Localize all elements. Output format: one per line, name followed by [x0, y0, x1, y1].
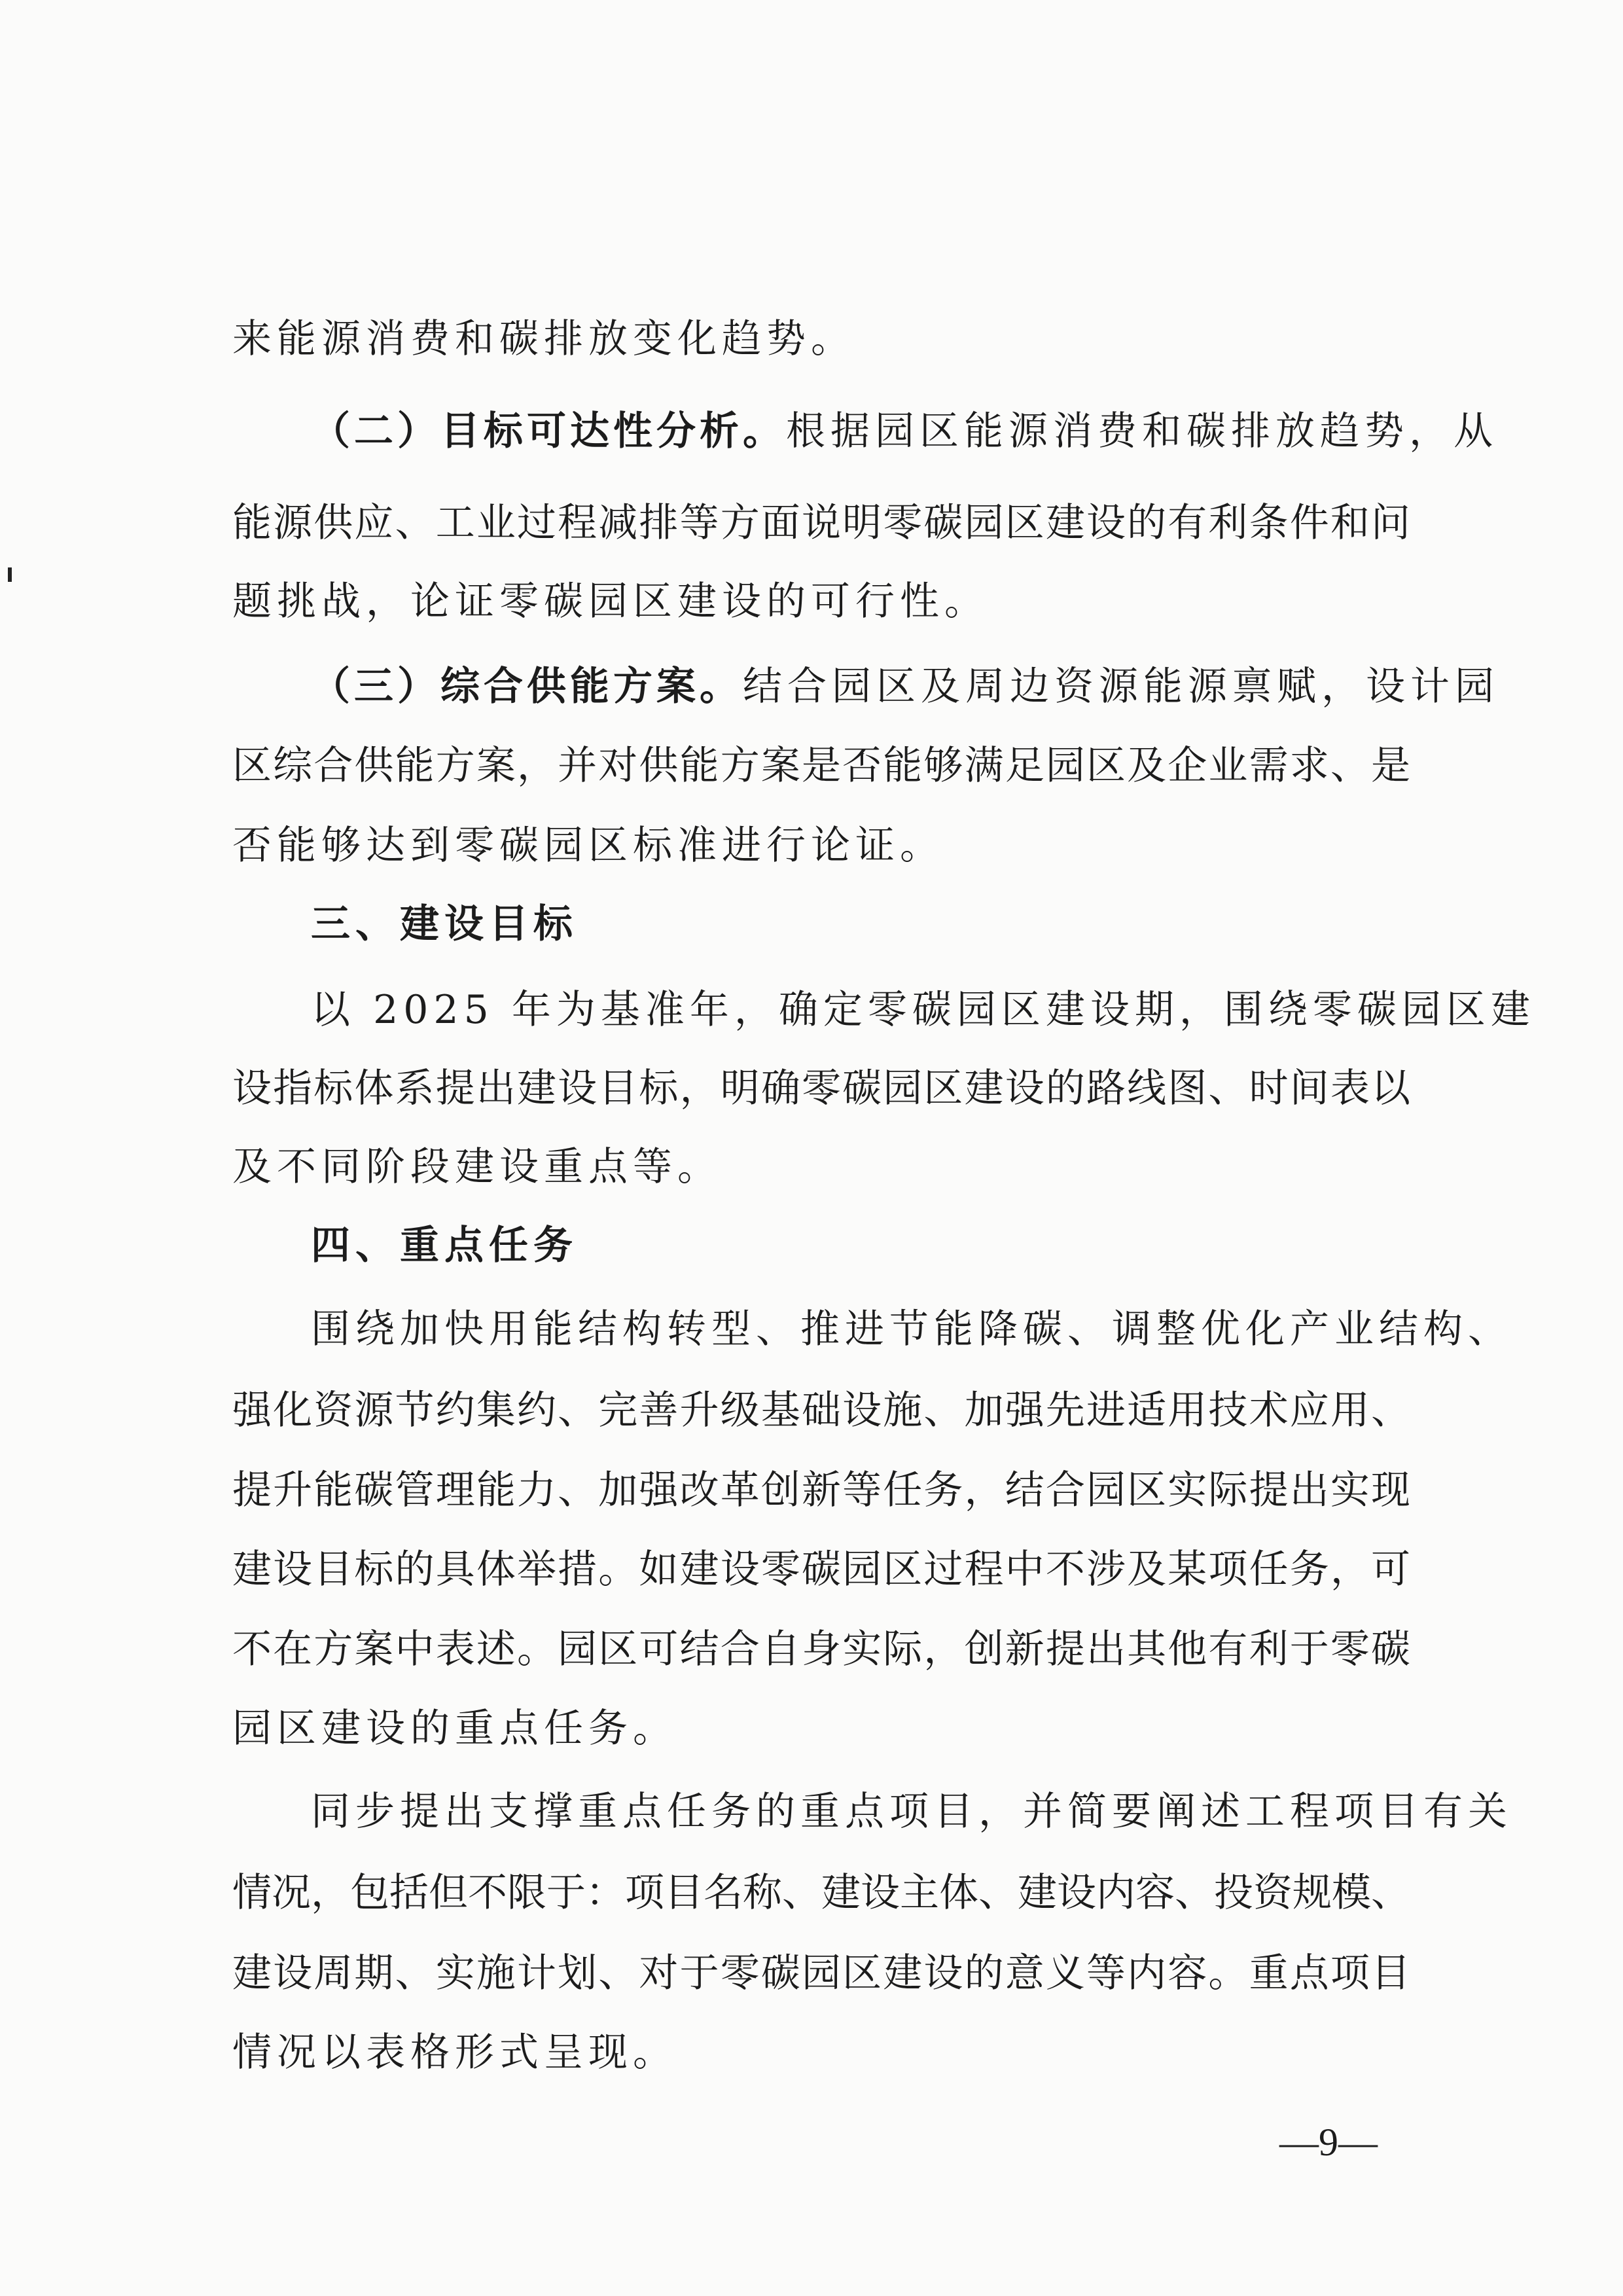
- paragraph-line: [232, 664, 1499, 709]
- paragraph-line: 情况以表格形式呈现。: [232, 2030, 677, 2075]
- paragraph-line: 否能够达到零碳园区标准进行论证。: [232, 823, 944, 869]
- paragraph-line: 不在方案中表述。园区可结合自身实际，创新提出其他有利于零碳: [232, 1626, 1410, 1672]
- page-number: —9—: [1279, 2121, 1378, 2164]
- paragraph-line: [232, 408, 1498, 454]
- paragraph-line: 来能源消费和碳排放变化趋势。: [232, 316, 855, 362]
- paragraph-line: 题挑战，论证零碳园区建设的可行性。: [232, 579, 989, 624]
- paragraph-line: 围绕加快用能结构转型、推进节能降碳、调整优化产业结构、: [311, 1306, 1512, 1352]
- section-lead: （三）综合供能方案。: [311, 664, 743, 709]
- paragraph-line: 园区建设的重点任务。: [232, 1706, 677, 1751]
- section-heading: 四、重点任务: [311, 1223, 578, 1268]
- paragraph-line: 以 2025 年为基准年，确定零碳园区建设期，围绕零碳园区建: [311, 987, 1535, 1033]
- paragraph-line: 区综合供能方案，并对供能方案是否能够满足园区及企业需求、是: [232, 743, 1410, 789]
- paragraph-line: 设指标体系提出建设目标，明确零碳园区建设的路线图、时间表以: [232, 1066, 1410, 1111]
- paragraph-line: 能源供应、工业过程减排等方面说明零碳园区建设的有利条件和问: [232, 500, 1410, 546]
- paragraph-line: 及不同阶段建设重点等。: [232, 1144, 722, 1190]
- paragraph-text: 结合园区及周边资源能源禀赋，设计园: [743, 664, 1499, 709]
- section-lead: （二）目标可达性分析。: [311, 408, 786, 454]
- page-margin-mark: [8, 567, 12, 582]
- paragraph-line: 情况，包括但不限于：项目名称、建设主体、建设内容、投资规模、: [232, 1870, 1410, 1916]
- paragraph-line: 建设周期、实施计划、对于零碳园区建设的意义等内容。重点项目: [232, 1950, 1410, 1996]
- paragraph-line: 建设目标的具体举措。如建设零碳园区过程中不涉及某项任务，可: [232, 1547, 1410, 1592]
- section-heading: 三、建设目标: [311, 901, 578, 947]
- paragraph-line: 同步提出支撑重点任务的重点项目，并简要阐述工程项目有关: [311, 1789, 1512, 1835]
- paragraph-line: 提升能碳管理能力、加强改革创新等任务，结合园区实际提出实现: [232, 1467, 1410, 1513]
- paragraph-text: 根据园区能源消费和碳排放趋势，从: [786, 408, 1498, 454]
- paragraph-line: 强化资源节约集约、完善升级基础设施、加强先进适用技术应用、: [232, 1388, 1410, 1433]
